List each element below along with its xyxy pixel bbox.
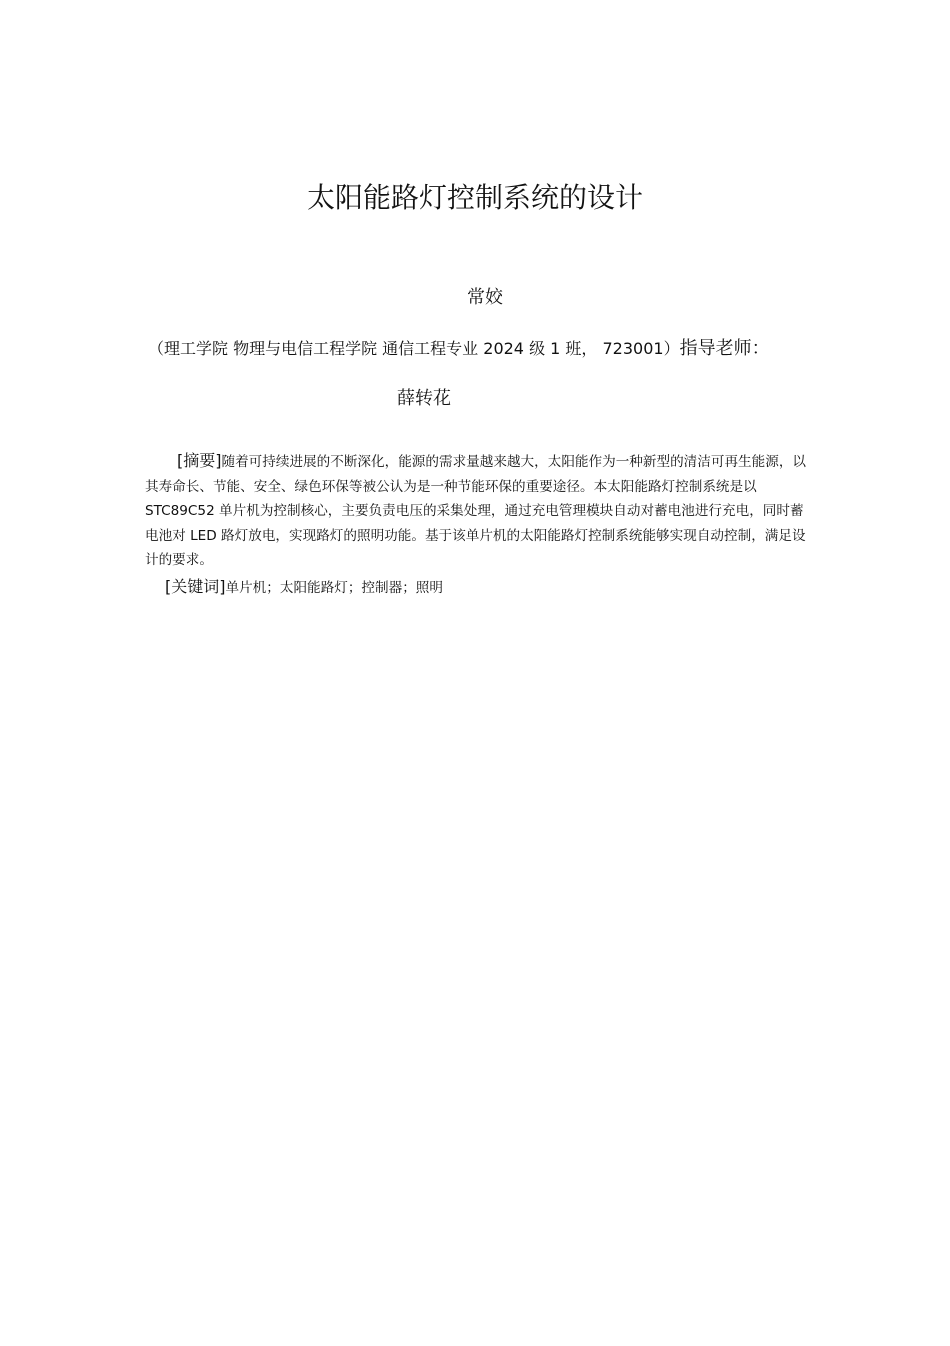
author-name: 常姣 (467, 287, 503, 308)
affiliation-text: （理工学院 物理与电信工程学院 通信工程专业 2024 级 1 班， 723001） (148, 339, 680, 358)
abstract-text: 随着可持续进展的不断深化，能源的需求量越来越大，太阳能作为一种新型的清洁可再生能源，以其寿命长、节能、安全、绿色环保等被公认为是一种节能环保的重要途径。本太阳能路灯控制系统是以 STC89C52 单片机为控制核心，主要负责电压的采集处理，通过充电管理模块自动对蓄电池进行充电，同时蓄电池对 LED 路灯放电，实现路灯的照明功能。基于该单片机的太阳能路灯控制系统能够实现自动控制，满足设计的要求。 (145, 454, 807, 569)
keywords-label: [关键词] (165, 577, 226, 596)
advisor-label: 指导老师： (679, 338, 770, 359)
author-affiliation (148, 336, 848, 362)
keywords-text: 单片机；太阳能路灯；控制器；照明 (225, 580, 443, 596)
abstract-paragraph (145, 449, 810, 573)
abstract-label: [摘要] (177, 451, 222, 470)
advisor-name: 薛转花 (397, 388, 451, 409)
keywords-paragraph (165, 575, 805, 601)
paper-title: 太阳能路灯控制系统的设计 (306, 181, 643, 214)
